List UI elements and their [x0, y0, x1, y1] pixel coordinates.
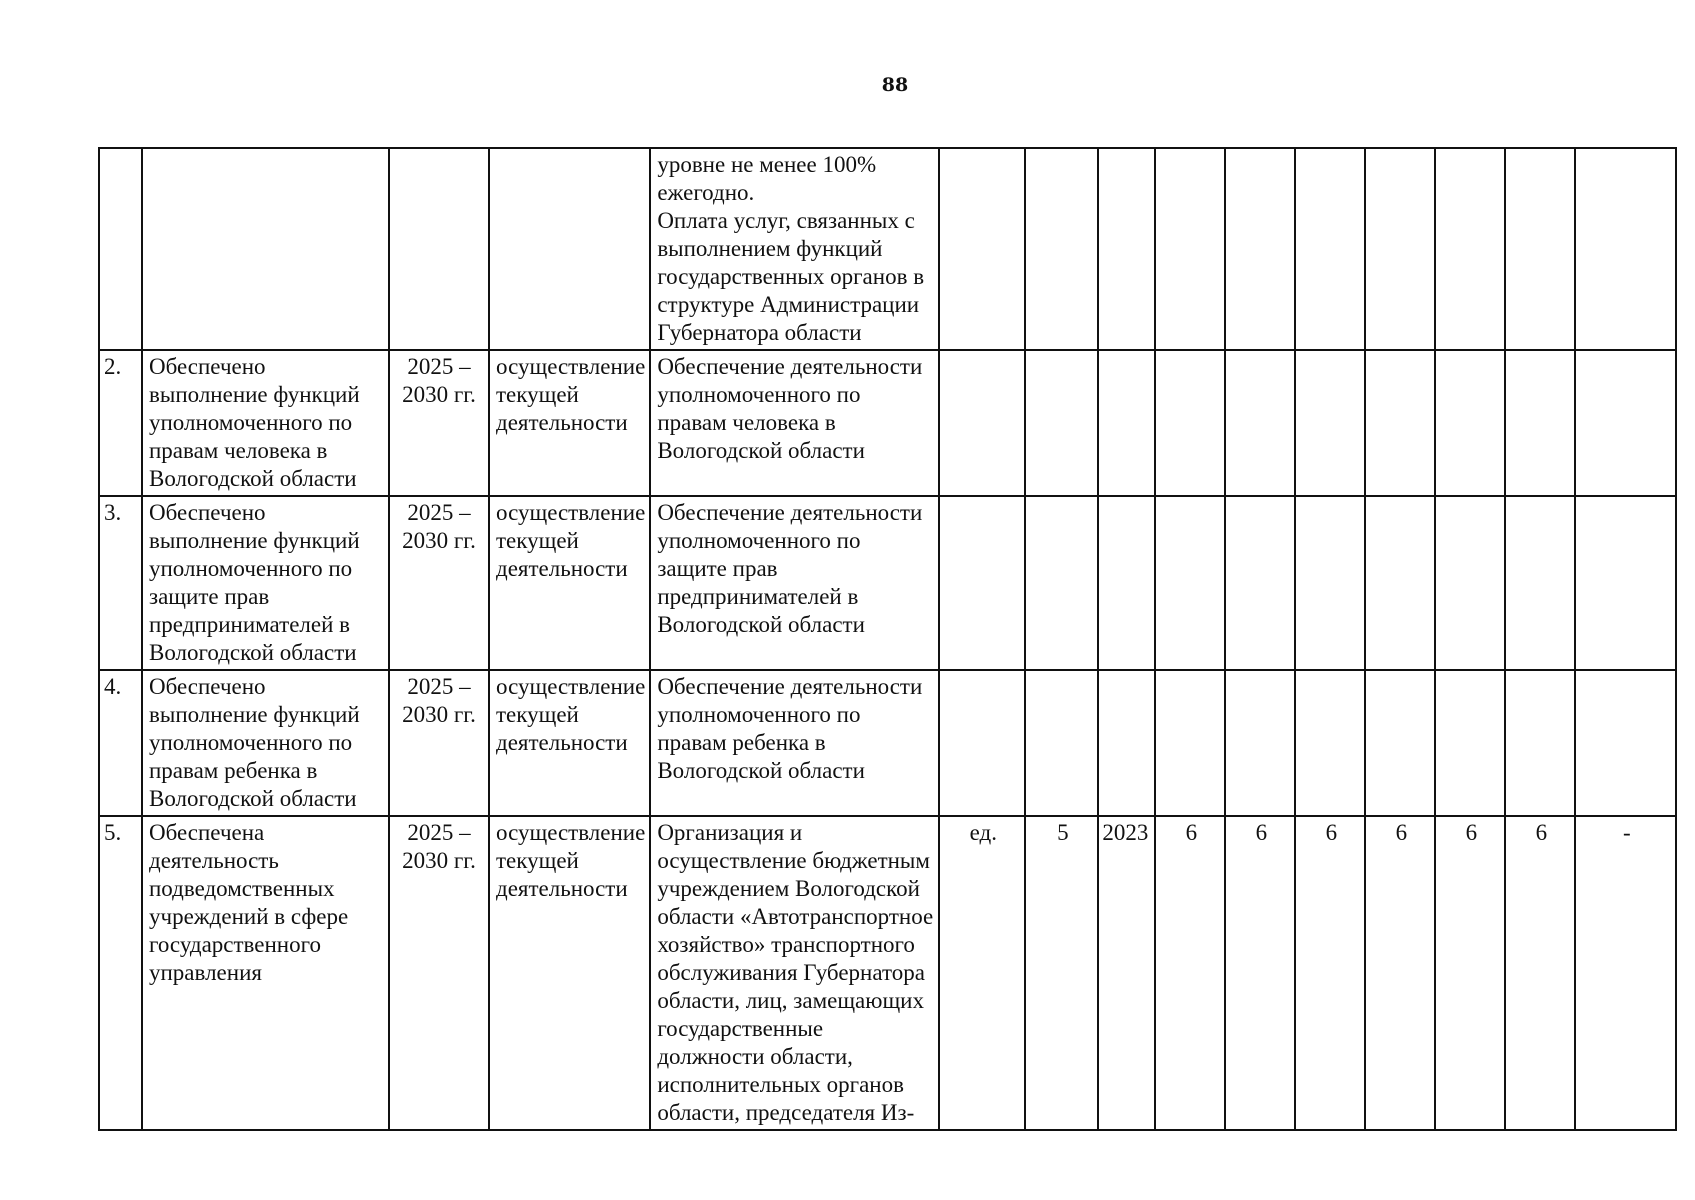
base-value-cell: [1025, 670, 1098, 816]
responsible-cell: -: [1575, 816, 1676, 1130]
base-year-cell: [1098, 350, 1155, 496]
row-number: 5.: [99, 816, 142, 1130]
base-value-cell: [1025, 350, 1098, 496]
value-2026-cell: [1225, 350, 1295, 496]
value-2028-cell: [1365, 496, 1435, 670]
type-cell: [489, 148, 650, 350]
type-cell: осуществление текущей деятельности: [489, 496, 650, 670]
period-cell: 2025 – 2030 гг.: [389, 670, 489, 816]
period-cell: 2025 – 2030 гг.: [389, 496, 489, 670]
result-cell: Обеспечено выполнение функций уполномоченного по правам человека в Вологодской области: [142, 350, 389, 496]
base-year-cell: [1098, 496, 1155, 670]
value-2030-cell: [1505, 496, 1575, 670]
unit-cell: [939, 350, 1025, 496]
value-2028-cell: [1365, 148, 1435, 350]
unit-cell: [939, 496, 1025, 670]
value-2029-cell: [1435, 496, 1505, 670]
value-2029-cell: [1435, 350, 1505, 496]
base-year-cell: [1098, 148, 1155, 350]
value-2028-cell: [1365, 670, 1435, 816]
base-year-cell: 2023: [1098, 816, 1155, 1130]
value-2028-cell: 6: [1365, 816, 1435, 1130]
value-2027-cell: [1295, 350, 1365, 496]
period-cell: 2025 – 2030 гг.: [389, 350, 489, 496]
value-2030-cell: [1505, 670, 1575, 816]
activities-table: [98, 147, 1677, 1131]
type-cell: осуществление текущей деятельности: [489, 816, 650, 1130]
responsible-cell: [1575, 148, 1676, 350]
period-cell: 2025 – 2030 гг.: [389, 816, 489, 1130]
description-cell: Организация и осуществление бюджетным учреждением Вологодской области «Автотранспортное хозяйство» транспортного обслуживания Губернатора области, лиц, замещающих государственные должности области, исполнительных органов области, председателя Из-: [650, 816, 939, 1130]
type-cell: осуществление текущей деятельности: [489, 350, 650, 496]
responsible-cell: [1575, 350, 1676, 496]
row-number: [99, 148, 142, 350]
description-cell: уровне не менее 100% ежегодно. Оплата услуг, связанных с выполнением функций государственных органов в структуре Администрации Губернатора области: [650, 148, 939, 350]
result-cell: Обеспечено выполнение функций уполномоченного по защите прав предпринимателей в Вологодской области: [142, 496, 389, 670]
description-cell: Обеспечение деятельности уполномоченного по защите прав предпринимателей в Вологодской области: [650, 496, 939, 670]
value-2027-cell: [1295, 148, 1365, 350]
description-cell: Обеспечение деятельности уполномоченного по правам ребенка в Вологодской области: [650, 670, 939, 816]
value-2025-cell: [1155, 496, 1225, 670]
value-2029-cell: [1435, 148, 1505, 350]
value-2027-cell: [1295, 496, 1365, 670]
value-2029-cell: 6: [1435, 816, 1505, 1130]
value-2025-cell: [1155, 148, 1225, 350]
value-2025-cell: [1155, 670, 1225, 816]
value-2030-cell: 6: [1505, 816, 1575, 1130]
value-2027-cell: 6: [1295, 816, 1365, 1130]
unit-cell: ед.: [939, 816, 1025, 1130]
page-number: 88: [881, 74, 909, 96]
table-body: [99, 148, 1676, 1130]
row-number: 4.: [99, 670, 142, 816]
value-2025-cell: 6: [1155, 816, 1225, 1130]
description-cell: Обеспечение деятельности уполномоченного по правам человека в Вологодской области: [650, 350, 939, 496]
unit-cell: [939, 148, 1025, 350]
base-value-cell: [1025, 496, 1098, 670]
value-2026-cell: [1225, 496, 1295, 670]
base-year-cell: [1098, 670, 1155, 816]
unit-cell: [939, 670, 1025, 816]
type-cell: осуществление текущей деятельности: [489, 670, 650, 816]
value-2026-cell: [1225, 670, 1295, 816]
value-2028-cell: [1365, 350, 1435, 496]
value-2030-cell: [1505, 350, 1575, 496]
base-value-cell: 5: [1025, 816, 1098, 1130]
responsible-cell: [1575, 670, 1676, 816]
value-2026-cell: 6: [1225, 816, 1295, 1130]
result-cell: Обеспечена деятельность подведомственных учреждений в сфере государственного управления: [142, 816, 389, 1130]
period-cell: [389, 148, 489, 350]
value-2026-cell: [1225, 148, 1295, 350]
table-row: [99, 496, 1676, 670]
value-2027-cell: [1295, 670, 1365, 816]
table-row: [99, 670, 1676, 816]
value-2025-cell: [1155, 350, 1225, 496]
value-2030-cell: [1505, 148, 1575, 350]
table-row: [99, 148, 1676, 350]
table-row: [99, 816, 1676, 1130]
result-cell: [142, 148, 389, 350]
row-number: 3.: [99, 496, 142, 670]
value-2029-cell: [1435, 670, 1505, 816]
base-value-cell: [1025, 148, 1098, 350]
row-number: 2.: [99, 350, 142, 496]
responsible-cell: [1575, 496, 1676, 670]
result-cell: Обеспечено выполнение функций уполномоченного по правам ребенка в Вологодской области: [142, 670, 389, 816]
table-row: [99, 350, 1676, 496]
